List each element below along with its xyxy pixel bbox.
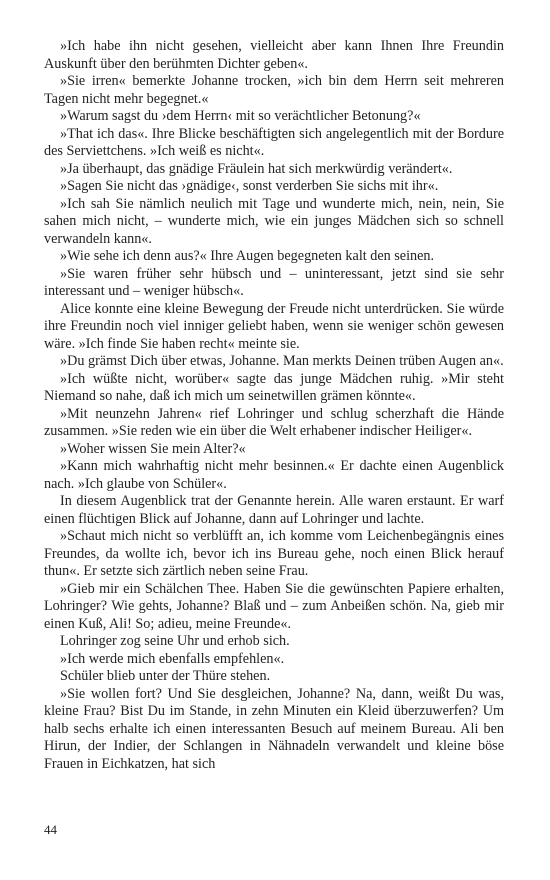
paragraph: »Sie wollen fort? Und Sie desgleichen, Johanne? Na, dann, weißt Du was, kleine Frau? Bist Du im Stande, in zehn Minuten ein Kleid überzuwerfen? Um halb sechs erhalte ich einen interessanten Besuch auf meinem Bureau. Ali ben Hirun, der Indier, der Schlangen in Nähnadeln verwandelt und kleine böse Frauen in Eichkatzen, hat sich xyxy=(44,685,504,772)
paragraph: »Warum sagst du ›dem Herrn‹ mit so verächtlicher Betonung?« xyxy=(60,108,421,124)
paragraph: »Wie sehe ich denn aus?« Ihre Augen begegneten kalt den seinen. xyxy=(60,248,435,264)
paragraph: »Ich sah Sie nämlich neulich mit Tage und wunderte mich, nein, nein, Sie sahen mich nicht, – wunderte mich, wie ein junges Mädchen sich so schnell verwandeln kann«. xyxy=(44,195,504,247)
paragraph: In diesem Augenblick trat der Genannte herein. Alle waren erstaunt. Er warf einen flüchtigen Blick auf Johanne, dann auf Lohringer und lachte. xyxy=(44,493,504,527)
paragraph: »Schaut mich nicht so verblüfft an, ich komme vom Leichenbegängnis eines Freundes, da wollte ich, bevor ich ins Bureau gehe, noch einen Blick herauf thun«. Er setzte sich zärtlich neben seine Frau. xyxy=(44,528,504,579)
paragraph: »Gieb mir ein Schälchen Thee. Haben Sie die gewünschten Papiere erhalten, Lohringer? Wie gehts, Johanne? Blaß und – zum Anbeißen schön. Na, gieb mir einen Kuß, Ali! So; adieu, meine Freunde«. xyxy=(44,580,504,632)
page-number: 44 xyxy=(44,822,57,837)
paragraph: Lohringer zog seine Uhr und erhob sich. xyxy=(60,633,290,649)
paragraph: »Ich werde mich ebenfalls empfehlen«. xyxy=(60,650,285,667)
paragraph: »Ich wüßte nicht, worüber« sagte das junge Mädchen ruhig. »Mir steht Niemand so nahe, daß ich mich um seinetwillen grämen könnte«. xyxy=(44,370,504,404)
paragraph: »That ich das«. Ihre Blicke beschäftigten sich angelegentlich mit der Bordure des Serviettchens. »Ich weiß es nicht«. xyxy=(44,125,504,159)
paragraph: »Du grämst Dich über etwas, Johanne. Man merkts Deinen trüben Augen an«. xyxy=(60,353,504,369)
paragraph: »Sagen Sie nicht das ›gnädige‹, sonst verderben Sie sichs mit ihr«. xyxy=(60,178,439,194)
paragraph: »Ich habe ihn nicht gesehen, vielleicht aber kann Ihnen Ihre Freundin Auskunft über den berühmten Dichter geben«. xyxy=(44,38,504,72)
paragraph: »Mit neunzehn Jahren« rief Lohringer und schlug scherzhaft die Hände zusammen. »Sie reden wie ein über die Welt erhabener indischer Heiliger«. xyxy=(44,405,504,439)
paragraph: Alice konnte eine kleine Bewegung der Freude nicht unterdrücken. Sie würde ihre Freundin noch viel inniger geliebt haben, wenn sie weniger schön gewesen wäre. »Ich finde Sie haben recht« meinte sie. xyxy=(44,300,504,352)
paragraph: »Ja überhaupt, das gnädige Fräulein hat sich merkwürdig verändert«. xyxy=(60,160,453,177)
paragraph: »Sie irren« bemerkte Johanne trocken, »ich bin dem Herrn seit mehreren Tagen nicht mehr begegnet.« xyxy=(44,73,504,107)
paragraph: Schüler blieb unter der Thüre stehen. xyxy=(60,668,271,684)
paragraph: »Woher wissen Sie mein Alter?« xyxy=(60,440,246,457)
paragraph: »Sie waren früher sehr hübsch und – uninteressant, jetzt sind sie sehr interessant und – weniger hübsch«. xyxy=(44,265,504,299)
paragraph: »Kann mich wahrhaftig nicht mehr besinnen.« Er dachte einen Augenblick nach. »Ich glaube von Schüler«. xyxy=(44,458,504,492)
body-text xyxy=(44,38,504,773)
